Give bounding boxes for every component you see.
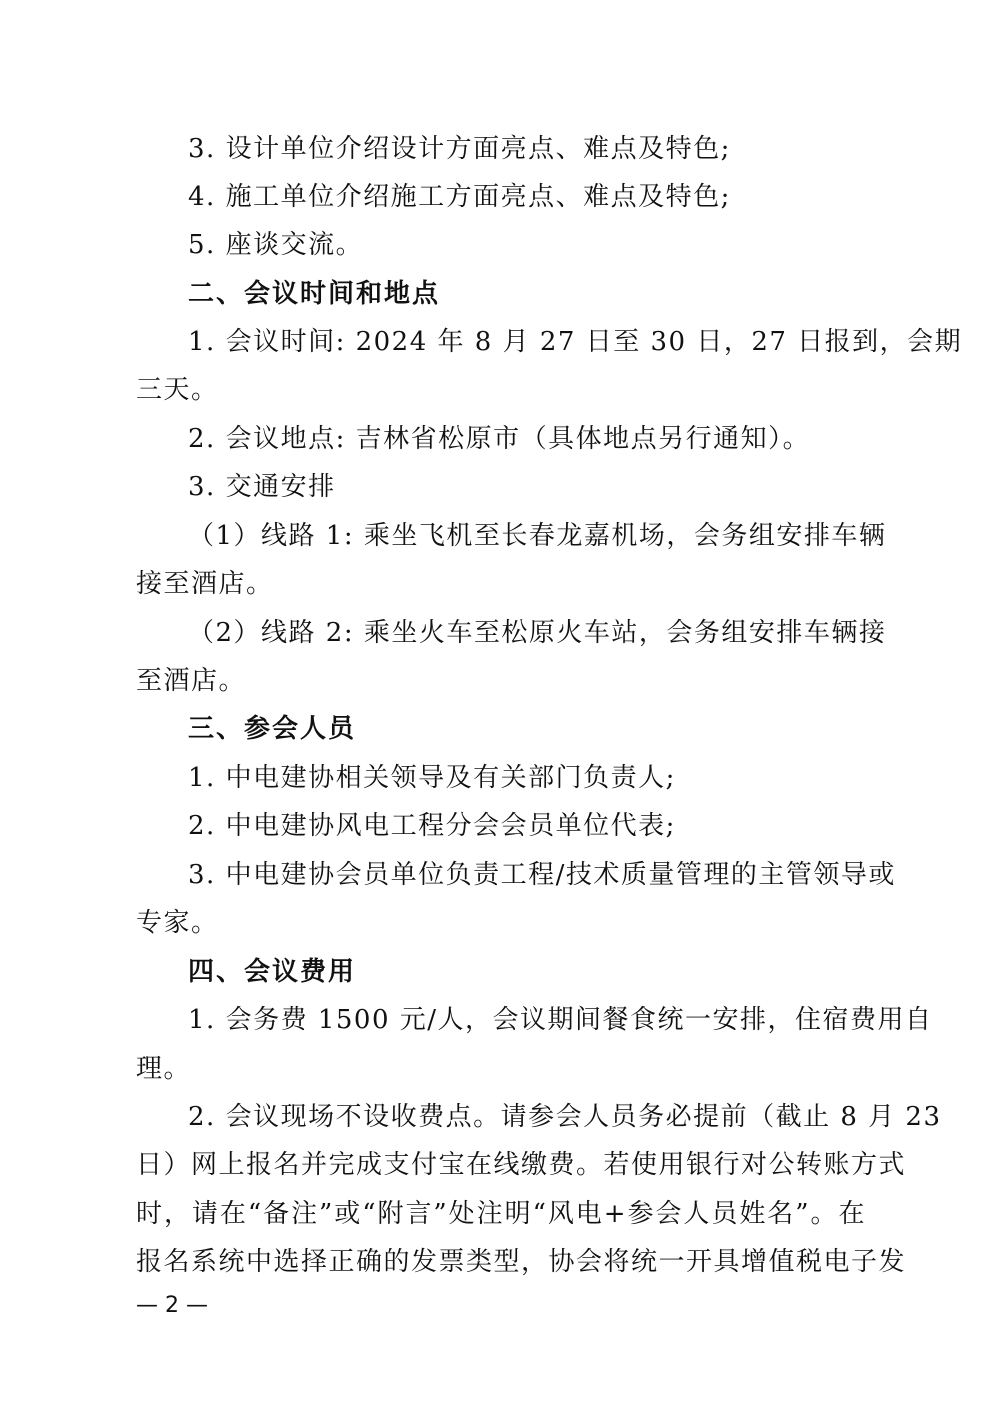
fee-item-2: 2. 会议现场不设收费点。请参会人员务必提前（截止 8 月 23 — [188, 1102, 942, 1132]
fee-item-1: 1. 会务费 1500 元/人，会议期间餐食统一安排，住宿费用自 — [188, 1005, 933, 1035]
agenda-item-4: 4. 施工单位介绍施工方面亮点、难点及特色; — [188, 182, 731, 212]
fee-item-2-line-3: 时，请在“备注”或“附言”处注明“风电+参会人员姓名”。在 — [136, 1199, 866, 1229]
route-1-line: （1）线路 1: 乘坐飞机至长春龙嘉机场，会务组安排车辆 — [188, 521, 887, 551]
fee-item-1-continuation: 理。 — [136, 1054, 192, 1084]
agenda-item-5: 5. 座谈交流。 — [188, 230, 364, 260]
attendee-item-3-continuation: 专家。 — [136, 908, 219, 938]
agenda-item-3: 3. 设计单位介绍设计方面亮点、难点及特色; — [188, 134, 731, 164]
meeting-time-continuation: 三天。 — [136, 375, 219, 405]
meeting-place-line: 2. 会议地点: 吉林省松原市（具体地点另行通知）。 — [188, 424, 811, 454]
page-number: — 2 — — [136, 1293, 208, 1318]
attendee-item-1: 1. 中电建协相关领导及有关部门负责人; — [188, 763, 676, 793]
route-1-continuation: 接至酒店。 — [136, 569, 274, 599]
meeting-time-line: 1. 会议时间: 2024 年 8 月 27 日至 30 日，27 日报到，会期 — [188, 327, 963, 357]
fee-item-2-line-2: 日）网上报名并完成支付宝在线缴费。若使用银行对公转账方式 — [136, 1150, 907, 1180]
attendee-item-2: 2. 中电建协风电工程分会会员单位代表; — [188, 811, 676, 841]
section-heading-attendees: 三、参会人员 — [188, 714, 357, 744]
fee-item-2-line-4: 报名系统中选择正确的发票类型，协会将统一开具增值税电子发 — [136, 1247, 907, 1277]
attendee-item-3: 3. 中电建协会员单位负责工程/技术质量管理的主管领导或 — [188, 860, 896, 890]
route-2-continuation: 至酒店。 — [136, 666, 247, 696]
route-2-line: （2）线路 2: 乘坐火车至松原火车站，会务组安排车辆接 — [188, 618, 887, 648]
section-heading-time-place: 二、会议时间和地点 — [188, 279, 441, 309]
section-heading-fees: 四、会议费用 — [188, 957, 357, 987]
transport-heading: 3. 交通安排 — [188, 472, 336, 502]
